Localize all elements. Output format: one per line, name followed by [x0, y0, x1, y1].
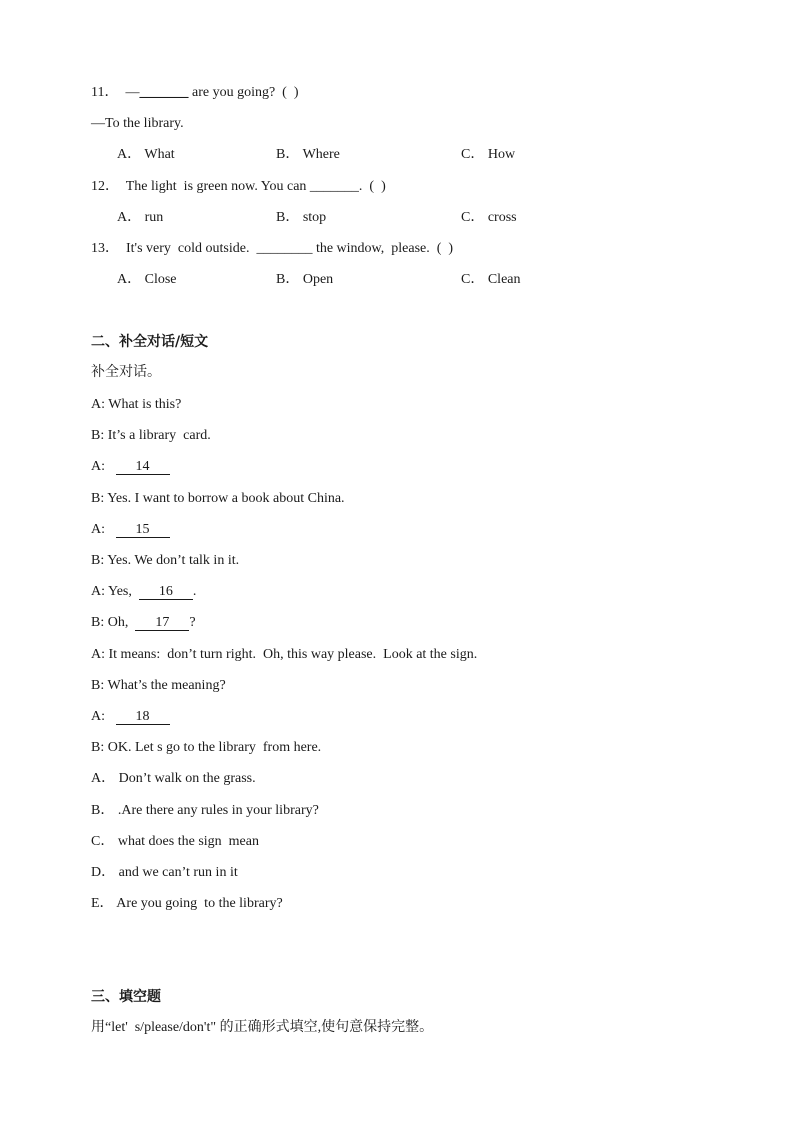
dialogue-line: A: It means: don’t turn right. Oh, this way please. Look at the sign. — [91, 647, 478, 662]
answer-blank-16: 16 — [139, 584, 193, 600]
dialogue-line: B: OK. Let s go to the library from here. — [91, 740, 322, 755]
answer-blank-14: 14 — [116, 459, 170, 475]
answer-blank-15: 15 — [116, 522, 170, 538]
section-3-title: 三、填空题 — [91, 989, 161, 1005]
question-11-option-a: A． What — [117, 147, 175, 162]
dialogue-line: A: 14 — [91, 458, 170, 476]
question-12-option-c: C． cross — [461, 210, 517, 225]
question-13-option-c: C． Clean — [461, 272, 521, 287]
answer-blank-17: 17 — [135, 615, 189, 631]
section-2-instruction: 补全对话。 — [91, 365, 161, 380]
choice-a: A． Don’t walk on the grass. — [91, 771, 256, 786]
question-11-option-b: B． Where — [276, 147, 340, 162]
dialogue-line: A: What is this? — [91, 397, 182, 412]
choice-b: B． .Are there any rules in your library? — [91, 803, 319, 818]
dialogue-line: B: Yes. We don’t talk in it. — [91, 553, 240, 568]
dialogue-line: A: 15 — [91, 521, 170, 539]
section-2-title: 二、补全对话/短文 — [91, 334, 209, 350]
dialogue-line: B: What’s the meaning? — [91, 678, 226, 693]
section-3-instruction: 用“let' s/please/don't" 的正确形式填空,使句意保持完整。 — [91, 1020, 434, 1035]
dialogue-line: A: 18 — [91, 708, 170, 726]
question-number: 11． — [91, 85, 119, 100]
dialogue-line: A: Yes, 16 . — [91, 584, 197, 599]
choice-d: D． and we can’t run in it — [91, 865, 238, 880]
question-13-option-a: A． Close — [117, 272, 177, 287]
question-12-option-b: B． stop — [276, 210, 327, 225]
dialogue-line: B: Oh, 17 ? — [91, 615, 196, 630]
dialogue-line: B: Yes. I want to borrow a book about China. — [91, 491, 345, 506]
question-11-response: —To the library. — [91, 116, 184, 131]
question-13-stem: 13． It's very cold outside. ________ the window, please. ( ) — [91, 241, 454, 256]
answer-blank-18: 18 — [116, 709, 170, 725]
question-12-option-a: A． run — [117, 210, 164, 225]
choice-c: C． what does the sign mean — [91, 834, 259, 849]
choice-e: E． Are you going to the library? — [91, 896, 283, 911]
question-12-stem: 12． The light is green now. You can _______. ( ) — [91, 179, 386, 194]
question-11-stem: 11． —_______ are you going? ( ) — [91, 85, 299, 100]
question-11-option-c: C． How — [461, 147, 516, 162]
dialogue-line: B: It’s a library card. — [91, 428, 211, 443]
question-13-option-b: B． Open — [276, 272, 334, 287]
